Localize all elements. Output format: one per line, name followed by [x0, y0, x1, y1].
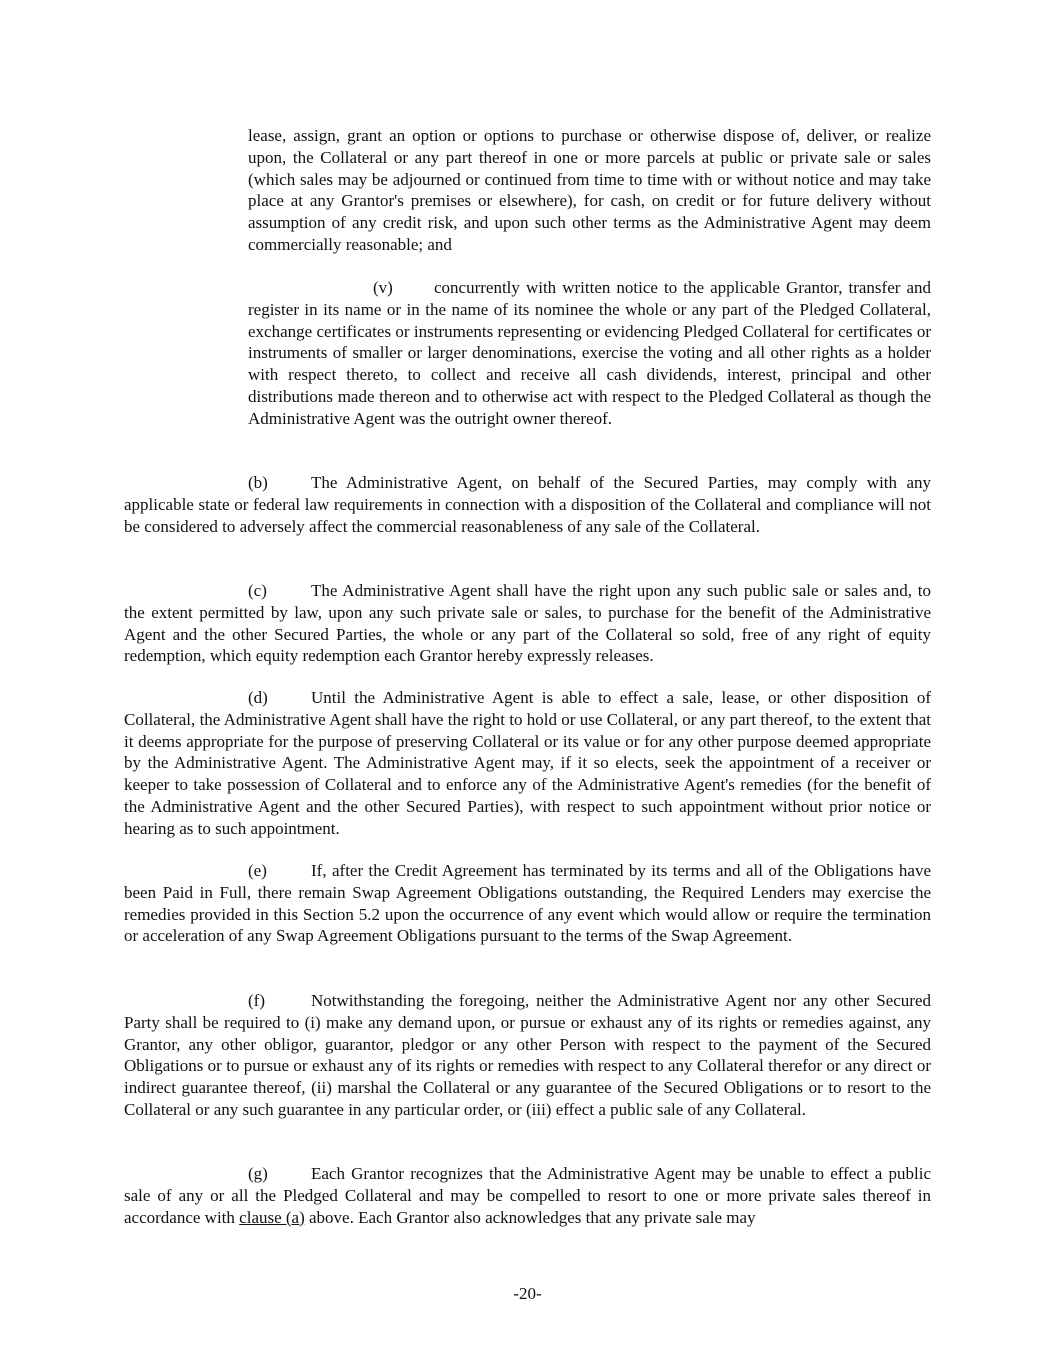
page-number: -20-	[513, 1284, 542, 1303]
paragraph-f	[124, 990, 931, 1121]
paragraph-v-text: concurrently with written notice to the applicable Grantor, transfer and register in its name or in the name of its nominee the whole or any part of the Pledged Collateral, exchange certificates or instruments representing or evidencing Pledged Collateral for certificates or instruments of smaller or larger denominations, exercise the voting and all other rights as a holder with respect thereto, to collect and receive all cash dividends, interest, principal and other distributions made thereon and to otherwise act with respect to the Pledged Collateral as though the Administrative Agent was the outright owner thereof.	[248, 278, 931, 428]
paragraph-f-number: (f)	[248, 991, 265, 1010]
paragraph-d-text: Until the Administrative Agent is able to effect a sale, lease, or other disposition of Collateral, the Administrative Agent shall have the right to hold or use Collateral, or any part thereof, to the extent that it deems appropriate for the purpose of preserving Collateral or its value or for any other purpose deemed appropriate by the Administrative Agent. The Administrative Agent may, if it so elects, seek the appointment of a receiver or keeper to take possession of Collateral and to enforce any of the Administrative Agent's remedies (for the benefit of the Administrative Agent and the other Secured Parties), with respect to such appointment without prior notice or hearing as to such appointment.	[124, 688, 931, 838]
paragraph-g	[124, 1163, 931, 1228]
clause-a-reference: clause (a)	[239, 1207, 305, 1227]
paragraph-f-text: Notwithstanding the foregoing, neither the Administrative Agent nor any other Secured Party shall be required to (i) make any demand upon, or pursue or exhaust any of its rights or remedies against, any Grantor, any other obligor, guarantor, pledgor or any other Person with respect to the payment of the Secured Obligations or to pursue or exhaust any of its rights or remedies with respect to any Collateral therefor or any direct or indirect guarantee thereof, (ii) marshal the Collateral or any guarantee of the Secured Obligations or to resort to the Collateral or any such guarantee in any particular order, or (iii) effect a public sale of any Collateral.	[124, 991, 931, 1119]
paragraph-e	[124, 860, 931, 947]
paragraph-g-text-after: above. Each Grantor also acknowledges that any private sale may	[309, 1207, 756, 1227]
paragraph-e-text: If, after the Credit Agreement has terminated by its terms and all of the Obligations have been Paid in Full, there remain Swap Agreement Obligations outstanding, the Required Lenders may exercise the remedies provided in this Section 5.2 upon the occurrence of any event which would allow or require the termination or acceleration of any Swap Agreement Obligations pursuant to the terms of the Swap Agreement.	[124, 861, 931, 946]
paragraph-v-number: (v)	[373, 278, 393, 297]
paragraph-c-text: The Administrative Agent shall have the right upon any such public sale or sales and, to the extent permitted by law, upon any such private sale or sales, to purchase for the benefit of the Administrative Agent and the other Secured Parties, the whole or any part of the Collateral so sold, free of any right of equity redemption, which equity redemption each Grantor hereby expressly releases.	[124, 581, 931, 666]
paragraph-b-number: (b)	[248, 473, 268, 492]
paragraph-iv-continuation: lease, assign, grant an option or options to purchase or otherwise dispose of, deliver, or realize upon, the Collateral or any part thereof in one or more parcels at public or private sale or sales (which sales may be adjourned or continued from time to time with or without notice and may take place at any Grantor's premises or elsewhere), for cash, on credit or for future delivery without assumption of any credit risk, and upon such other terms as the Administrative Agent may deem commercially reasonable; and	[248, 126, 931, 254]
paragraph-g-number: (g)	[248, 1164, 268, 1183]
paragraph-b	[124, 472, 931, 537]
paragraph-d-number: (d)	[248, 688, 268, 707]
paragraph-c	[124, 580, 931, 667]
paragraph-c-number: (c)	[248, 581, 267, 600]
paragraph-g-text-before: Each Grantor recognizes that the Administrative Agent may be unable to effect a public sale of any or all the Pledged Collateral and may be compelled to resort to one or more private sales thereof in accordance with	[124, 1164, 931, 1227]
paragraph-b-text: The Administrative Agent, on behalf of the Secured Parties, may comply with any applicable state or federal law requirements in connection with a disposition of the Collateral and compliance will not be considered to adversely affect the commercial reasonableness of any sale of the Collateral.	[124, 473, 931, 536]
paragraph-d	[124, 687, 931, 840]
paragraph-e-number: (e)	[248, 861, 267, 880]
paragraph-v	[248, 277, 931, 430]
